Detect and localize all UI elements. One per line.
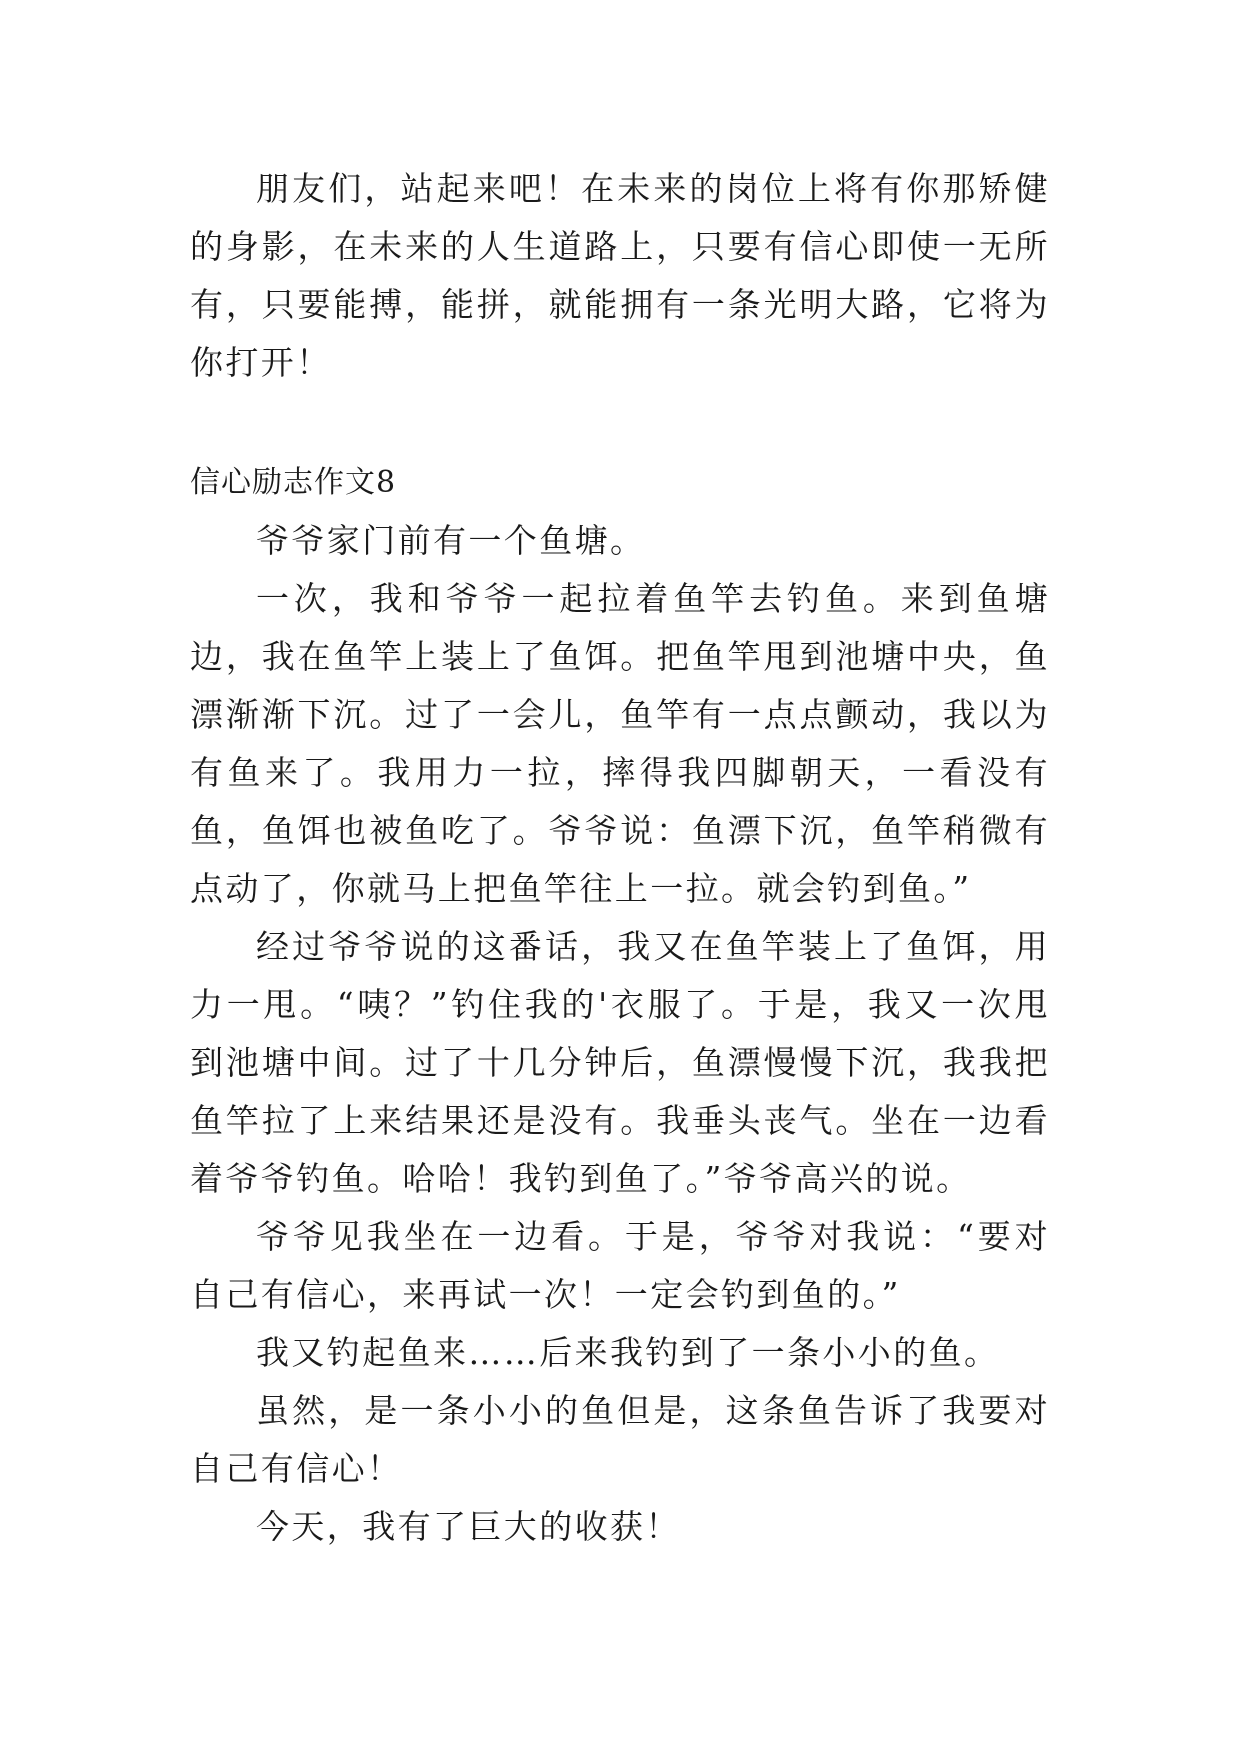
- story-paragraph-7: 今天，我有了巨大的收获！: [256, 1507, 681, 1546]
- story-paragraph-4: 爷爷见我坐在一边看。于是，爷爷对我说：“要对自己有信心，来再试一次！一定会钓到鱼的。”: [190, 1217, 1050, 1314]
- story-paragraph-5: 我又钓起鱼来……后来我钓到了一条小小的鱼。: [256, 1333, 1000, 1372]
- story-paragraph-1: 爷爷家门前有一个鱼塘。: [256, 521, 646, 560]
- story-paragraph-2: 一次，我和爷爷一起拉着鱼竿去钓鱼。来到鱼塘边，我在鱼竿上装上了鱼饵。把鱼竿甩到池塘中央，鱼漂渐渐下沉。过了一会儿，鱼竿有一点点颤动，我以为有鱼来了。我用力一拉，摔得我四脚朝天，一看没有鱼，鱼饵也被鱼吃了。爷爷说：鱼漂下沉，鱼竿稍微有点动了，你就马上把鱼竿往上一拉。就会钓到鱼。”: [190, 579, 1050, 908]
- intro-paragraph: 朋友们，站起来吧！在未来的岗位上将有你那矫健的身影，在未来的人生道路上，只要有信心即使一无所有，只要能搏，能拼，就能拥有一条光明大路，它将为你打开！: [190, 169, 1050, 382]
- story-paragraph-6: 虽然，是一条小小的鱼但是，这条鱼告诉了我要对自己有信心！: [190, 1391, 1050, 1488]
- document-body: [190, 160, 1050, 1556]
- story-paragraph-3: 经过爷爷说的这番话，我又在鱼竿装上了鱼饵，用力一甩。“咦？”钓住我的'衣服了。于是，我又一次甩到池塘中间。过了十几分钟后，鱼漂慢慢下沉，我我把鱼竿拉了上来结果还是没有。我垂头丧气。坐在一边看着爷爷钓鱼。哈哈！我钓到鱼了。”爷爷高兴的说。: [190, 927, 1050, 1198]
- section-title: 信心励志作文8: [190, 465, 397, 500]
